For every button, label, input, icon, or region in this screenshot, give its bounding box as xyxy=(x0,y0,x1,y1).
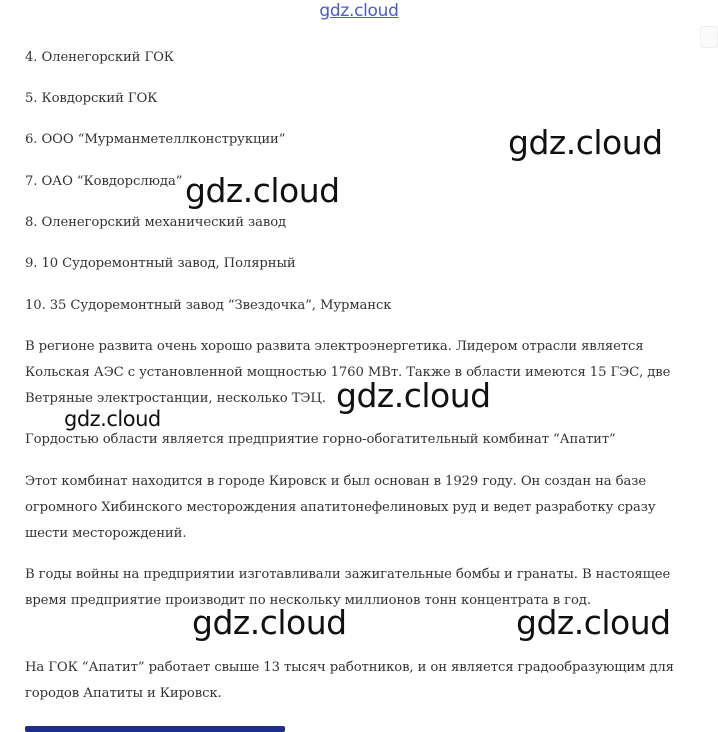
paragraph-kirovsk: Этот комбинат находится в городе Кировск и был основан в 1929 году. Он создан на базе огромного Хибинского месторождения апатитонефелиновых руд и ведет разработку сразу шести месторождений. xyxy=(25,474,656,541)
list-item: 6. ООО “Мурманметеллконструкции” xyxy=(25,132,286,147)
list-item: 9. 10 Судоремонтный завод, Полярный xyxy=(25,256,296,271)
paragraph-workers: На ГОК “Апатит” работает свыше 13 тысяч работников, и он является градообразующим для городов Апатиты и Кировск. xyxy=(25,660,674,701)
list-item: 4. Оленегорский ГОК xyxy=(25,50,174,65)
next-heading xyxy=(25,726,285,732)
paragraph-apatit-pride: Гордостью области является предприятие горно-обогатительный комбинат “Апатит” xyxy=(25,432,616,447)
watermark: gdz.cloud xyxy=(336,376,491,415)
top-watermark-link[interactable]: gdz.cloud xyxy=(319,1,399,21)
list-item: 8. Оленегорский механический завод xyxy=(25,215,287,230)
watermark: gdz.cloud xyxy=(185,171,340,210)
list-item: 10. 35 Судоремонтный завод “Звездочка”, Мурманск xyxy=(25,298,392,313)
watermark: gdz.cloud xyxy=(508,123,663,162)
watermark: gdz.cloud xyxy=(192,603,347,642)
watermark: gdz.cloud xyxy=(64,407,161,431)
list-item: 5. Ковдорский ГОК xyxy=(25,91,158,106)
paragraph-war-years: В годы войны на предприятии изготавливали зажигательные бомбы и гранаты. В настоящее время предприятие производит по нескольку миллионов тонн концентрата в год. xyxy=(25,567,671,608)
scroll-indicator xyxy=(700,26,718,48)
list-item: 7. ОАО “Ковдорслюда” xyxy=(25,174,183,189)
watermark: gdz.cloud xyxy=(516,603,671,642)
paragraph-energy: В регионе развита очень хорошо развита электроэнергетика. Лидером отрасли является Кольская АЭС с установленной мощностью 1760 МВт. Также в области имеются 15 ГЭС, две Ветряные электростанции, несколько ТЭЦ. xyxy=(25,339,671,406)
